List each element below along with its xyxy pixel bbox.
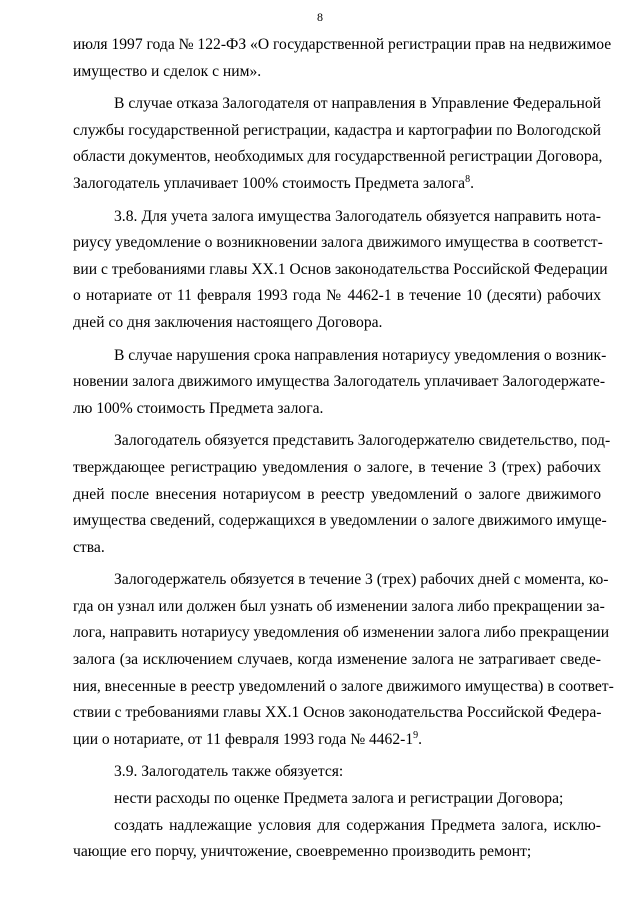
text-line: вии с требованиями главы XX.1 Основ законодательства Российской Федерации	[73, 260, 608, 278]
text-line: Залогодержатель обязуется в течение 3 (трех) рабочих дней с момента, ко-	[114, 571, 609, 589]
text-line: гда он узнал или должен был узнать об изменении залога либо прекращении за-	[73, 597, 605, 615]
footnote-marker[interactable]: 9	[413, 729, 419, 741]
text-line: ствии с требованиями главы XX.1 Основ законодательства Российской Федера-	[73, 704, 602, 722]
text-line: о нотариате от 11 февраля 1993 года № 4462-1 в течение 10 (десяти) рабочих	[73, 287, 601, 305]
text-line-with-footnote	[73, 171, 601, 198]
text-line: чающие его порчу, уничтожение, своевременно производить ремонт;	[73, 843, 532, 861]
text-line: риусу уведомление о возникновении залога движимого имущества в соответст-	[73, 234, 603, 252]
text-line: новении залога движимого имущества Залогодатель уплачивает Залогодержате-	[73, 373, 606, 391]
footnote-marker[interactable]: 8	[465, 173, 471, 185]
text-line: июля 1997 года № 122-ФЗ «О государственной регистрации прав на недвижимое	[73, 36, 612, 53]
text-line: создать надлежащие условия для содержания Предмета залога, исклю-	[114, 816, 601, 834]
text-line: Залогодатель обязуется представить Залогодержателю свидетельство, под-	[114, 432, 611, 450]
text-line: ства.	[73, 538, 105, 556]
text-line: лога, направить нотариусу уведомления об изменении залога либо прекращении	[73, 624, 610, 642]
text-line: лю 100% стоимость Предмета залога.	[73, 399, 324, 417]
text-line: залога (за исключением случаев, когда изменение залога не затрагивает сведе-	[73, 651, 601, 669]
text-line: 3.8. Для учета залога имущества Залогодатель обязуется направить нота-	[114, 207, 601, 225]
text-line: имущество и сделок с ним».	[73, 62, 262, 80]
text-line: В случае нарушения срока направления нотариусу уведомления о возник-	[114, 346, 607, 364]
text-line: службы государственной регистрации, кадастра и картографии по Вологодской	[73, 121, 601, 139]
text-line: области документов, необходимых для государственной регистрации Договора,	[73, 148, 603, 166]
punctuation: .	[418, 730, 423, 748]
text-line-with-footnote	[73, 727, 601, 754]
punctuation: .	[470, 174, 474, 192]
text-line: тверждающее регистрацию уведомления о залоге, в течение 3 (трех) рабочих	[73, 458, 601, 476]
text-line: имущества сведений, содержащихся в уведомлении о залоге движимого имуще-	[73, 512, 607, 530]
text-line: ции о нотариате, от 11 февраля 1993 года № 4462-1	[73, 730, 414, 748]
text-line: дней после внесения нотариусом в реестр уведомлений о залоге движимого	[73, 485, 601, 503]
text-line: В случае отказа Залогодателя от направления в Управление Федеральной	[114, 95, 601, 113]
page-number: 8	[317, 10, 323, 24]
text-line: ния, внесенные в реестр уведомлений о залоге движимого имущества) в соответ-	[73, 677, 614, 695]
section-heading: 3.9. Залогодатель также обязуется:	[114, 763, 344, 781]
text-line: Залогодатель уплачивает 100% стоимость Предмета залога	[73, 174, 466, 192]
text-line: нести расходы по оценке Предмета залога и регистрации Договора;	[114, 790, 564, 808]
text-line: дней со дня заключения настоящего Договора.	[73, 313, 383, 331]
document-body	[73, 32, 614, 866]
